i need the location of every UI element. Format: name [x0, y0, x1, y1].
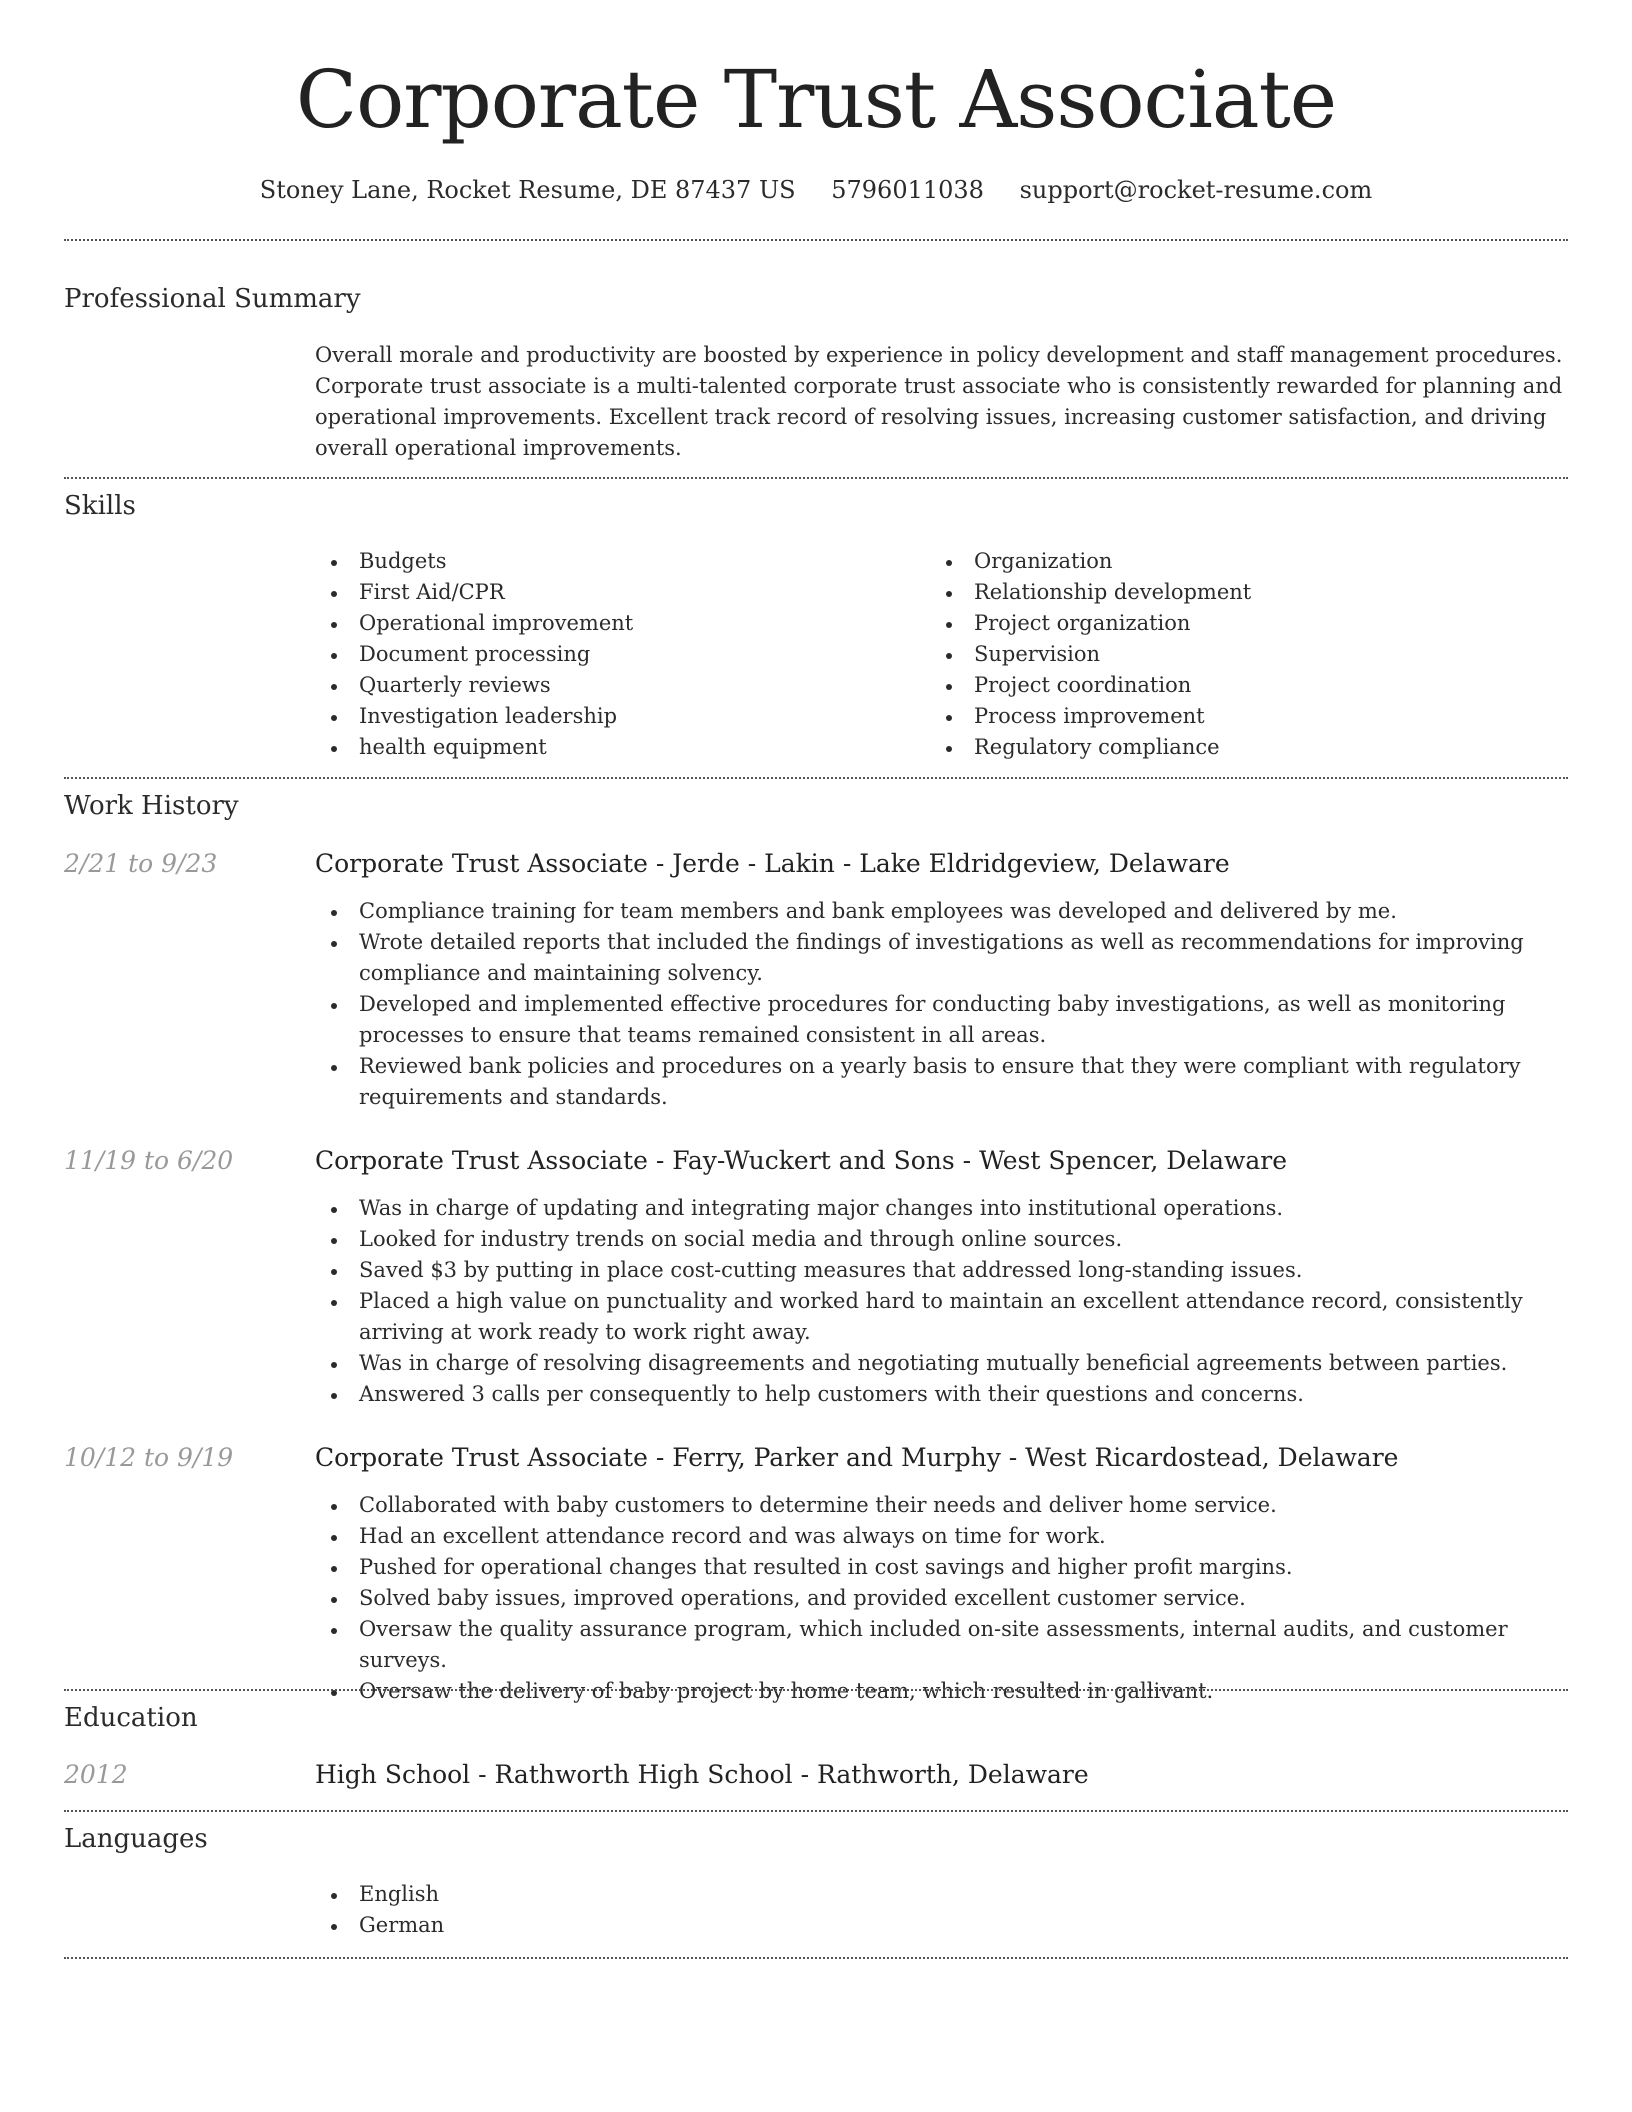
skills-list-right — [930, 546, 1550, 763]
skill-item: health equipment — [315, 732, 915, 763]
job-bullet: Compliance training for team members and bank employees was developed and delivered by me. — [315, 896, 1575, 927]
language-item: German — [315, 1910, 915, 1941]
job-bullet: Wrote detailed reports that included the findings of investigations as well as recommendations for improving compliance and maintaining solvency. — [315, 927, 1575, 989]
job-dates: 11/19 to 6/20 — [64, 1146, 234, 1175]
language-item: English — [315, 1879, 915, 1910]
job-bullet: Developed and implemented effective procedures for conducting baby investigations, as well as monitoring processes to ensure that teams remained consistent in all areas. — [315, 989, 1575, 1051]
job-bullet: Was in charge of resolving disagreements and negotiating mutually beneficial agreements between parties. — [315, 1348, 1575, 1379]
divider — [64, 1957, 1568, 1959]
skill-item: Project coordination — [930, 670, 1550, 701]
resume-name: Corporate Trust Associate — [295, 53, 1337, 146]
education-heading: Education — [64, 1703, 198, 1733]
email: support@rocket-resume.com — [1019, 176, 1373, 204]
job-title: Corporate Trust Associate - Jerde - Lakin - Lake Eldridgeview, Delaware — [315, 849, 1230, 878]
skill-item: Project organization — [930, 608, 1550, 639]
job-bullets — [315, 1193, 1575, 1410]
job-bullet: Oversaw the quality assurance program, which included on-site assessments, internal audits, and customer surveys. — [315, 1614, 1575, 1676]
languages-heading: Languages — [64, 1824, 208, 1854]
job-bullet: Reviewed bank policies and procedures on a yearly basis to ensure that they were compliant with regulatory requirements and standards. — [315, 1051, 1575, 1113]
skill-item: Regulatory compliance — [930, 732, 1550, 763]
job-bullet: Collaborated with baby customers to determine their needs and deliver home service. — [315, 1490, 1575, 1521]
job-bullet: Saved $3 by putting in place cost-cutting measures that addressed long-standing issues. — [315, 1255, 1575, 1286]
skill-item: Document processing — [315, 639, 915, 670]
skill-item: First Aid/CPR — [315, 577, 915, 608]
skill-item: Organization — [930, 546, 1550, 577]
divider — [64, 1689, 1568, 1691]
languages-list — [315, 1879, 915, 1941]
summary-heading: Professional Summary — [64, 284, 361, 314]
job-title: Corporate Trust Associate - Fay-Wuckert and Sons - West Spencer, Delaware — [315, 1146, 1288, 1175]
skills-list-left — [315, 546, 915, 763]
education-entry: High School - Rathworth High School - Rathworth, Delaware — [315, 1760, 1089, 1789]
job-bullets — [315, 1490, 1575, 1707]
phone: 5796011038 — [831, 176, 984, 204]
job-bullet: Looked for industry trends on social media and through online sources. — [315, 1224, 1575, 1255]
job-bullet: Had an excellent attendance record and was always on time for work. — [315, 1521, 1575, 1552]
divider — [64, 477, 1568, 479]
divider — [64, 239, 1568, 241]
summary-text: Overall morale and productivity are boosted by experience in policy development and staff management procedures. Corporate trust associate is a multi-talented corporate trust associate who is consistently rewarded for planning and operational improvements. Excellent track record of resolving issues, increasing customer satisfaction, and driving overall operational improvements. — [315, 343, 1563, 460]
job-dates: 2/21 to 9/23 — [64, 849, 218, 878]
job-bullets — [315, 896, 1575, 1113]
job-bullet: Solved baby issues, improved operations, and provided excellent customer service. — [315, 1583, 1575, 1614]
work-heading: Work History — [64, 791, 239, 821]
skill-item: Process improvement — [930, 701, 1550, 732]
job-bullet: Placed a high value on punctuality and worked hard to maintain an excellent attendance record, consistently arriving at work ready to work right away. — [315, 1286, 1575, 1348]
job-bullet: Oversaw the delivery of baby project by home team, which resulted in gallivant. — [315, 1676, 1575, 1707]
skill-item: Budgets — [315, 546, 915, 577]
education-year: 2012 — [64, 1760, 128, 1789]
skill-item: Operational improvement — [315, 608, 915, 639]
job-dates: 10/12 to 9/19 — [64, 1443, 234, 1472]
job-bullet: Was in charge of updating and integrating major changes into institutional operations. — [315, 1193, 1575, 1224]
skills-heading: Skills — [64, 491, 136, 521]
job-bullet: Answered 3 calls per consequently to help customers with their questions and concerns. — [315, 1379, 1575, 1410]
contact-line — [0, 174, 1632, 206]
skill-item: Investigation leadership — [315, 701, 915, 732]
skill-item: Relationship development — [930, 577, 1550, 608]
job-title: Corporate Trust Associate - Ferry, Parker and Murphy - West Ricardostead, Delaware — [315, 1443, 1399, 1472]
job-bullet: Pushed for operational changes that resulted in cost savings and higher profit margins. — [315, 1552, 1575, 1583]
divider — [64, 1810, 1568, 1812]
skill-item: Quarterly reviews — [315, 670, 915, 701]
divider — [64, 777, 1568, 779]
skill-item: Supervision — [930, 639, 1550, 670]
address: Stoney Lane, Rocket Resume, DE 87437 US — [259, 176, 796, 204]
